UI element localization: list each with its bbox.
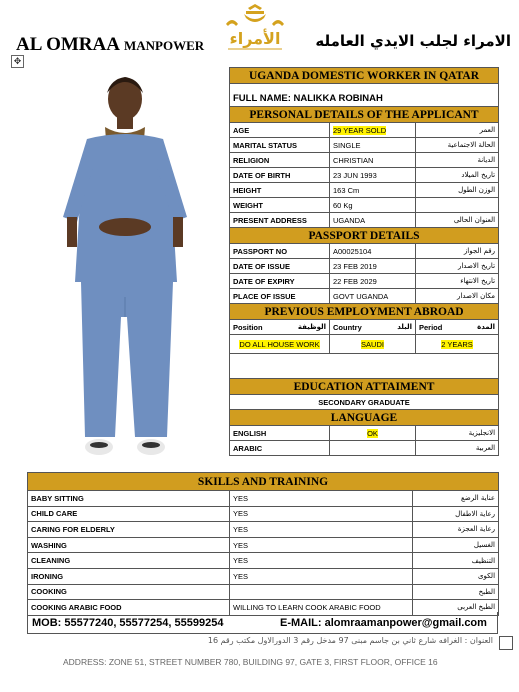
personal-row <box>230 138 499 153</box>
field-label-arabic: رعاية العجزة <box>413 522 499 538</box>
arabic-address: العنوان : الغرافه شارع ثاني بن جاسم مبنى 97 مدخل رقم 3 الدورالاول مكتب رقم 16 <box>207 636 493 645</box>
email-address[interactable]: E-MAIL: alomraamanpower@gmail.com <box>280 617 487 629</box>
company-name-sub: MANPOWER <box>123 38 205 53</box>
field-value: OK <box>330 426 416 441</box>
checkbox[interactable] <box>499 636 513 650</box>
field-value: A00025104 <box>330 244 416 259</box>
personal-row <box>230 183 499 198</box>
field-value: 60 Kg <box>330 198 416 213</box>
field-label: PLACE OF ISSUE <box>230 289 330 304</box>
field-value: YES <box>230 506 413 522</box>
field-label: AGE <box>230 123 330 138</box>
education-value: SECONDARY GRADUATE <box>230 395 499 410</box>
field-label-arabic <box>416 198 499 213</box>
skill-row <box>28 491 499 507</box>
field-label-arabic: العنوان الحالى <box>416 213 499 228</box>
english-address: ADDRESS: ZONE 51, STREET NUMBER 780, BUILDING 97, GATE 3, FIRST FLOOR, OFFICE 16 <box>63 657 438 667</box>
applicant-photo <box>27 67 229 488</box>
field-label-arabic: التنظيف <box>413 553 499 569</box>
field-label-arabic: الوزن الطول <box>416 183 499 198</box>
contact-bar <box>27 612 498 634</box>
svg-text:الأمراء: الأمراء <box>229 29 281 48</box>
field-label: ENGLISH <box>230 426 330 441</box>
full-name: FULL NAME: NALIKKA ROBINAH <box>230 90 499 107</box>
company-logo <box>218 4 292 54</box>
field-value: CHRISTIAN <box>330 153 416 168</box>
field-value: 23 JUN 1993 <box>330 168 416 183</box>
field-label: DATE OF EXPIRY <box>230 274 330 289</box>
mobile-numbers: MOB: 55577240, 55577254, 55599254 <box>32 617 224 629</box>
company-name <box>16 34 204 56</box>
field-label-arabic: عناية الرضع <box>413 491 499 507</box>
skill-row <box>28 506 499 522</box>
field-label-arabic: مكان الاصدار <box>416 289 499 304</box>
field-label: ARABIC <box>230 441 330 456</box>
education-heading: EDUCATION ATTAIMENT <box>230 379 499 395</box>
field-value <box>230 584 413 600</box>
skill-row <box>28 522 499 538</box>
passport-row <box>230 289 499 304</box>
employment-position: DO ALL HOUSE WORK <box>230 335 330 354</box>
employment-period: 2 YEARS <box>416 335 499 354</box>
field-label: COOKING <box>28 584 230 600</box>
field-label: RELIGION <box>230 153 330 168</box>
field-value: YES <box>230 553 413 569</box>
field-label-arabic: الطبخ العربى <box>413 600 499 616</box>
col-period: Period المدة <box>416 320 499 335</box>
passport-row <box>230 259 499 274</box>
personal-row <box>230 198 499 213</box>
skill-row <box>28 553 499 569</box>
field-label: COOKING ARABIC FOOD <box>28 600 230 616</box>
language-row <box>230 426 499 441</box>
passport-details-heading: PASSPORT DETAILS <box>230 228 499 244</box>
field-label: MARITAL STATUS <box>230 138 330 153</box>
field-value: UGANDA <box>330 213 416 228</box>
field-label: HEIGHT <box>230 183 330 198</box>
field-value: 23 FEB 2019 <box>330 259 416 274</box>
field-label-arabic: الكوى <box>413 568 499 584</box>
skill-row <box>28 584 499 600</box>
field-value: SINGLE <box>330 138 416 153</box>
skill-row <box>28 537 499 553</box>
field-label: PRESENT ADDRESS <box>230 213 330 228</box>
company-name-main: AL OMRAA <box>16 34 120 55</box>
field-value: 29 YEAR SOLD <box>330 123 416 138</box>
field-value <box>330 441 416 456</box>
personal-details-heading: PERSONAL DETAILS OF THE APPLICANT <box>230 107 499 123</box>
col-position: Position الوظيفة <box>230 320 330 335</box>
passport-row <box>230 244 499 259</box>
field-label-arabic: الحالة الاجتماعية <box>416 138 499 153</box>
personal-row <box>230 168 499 183</box>
field-label-arabic: تاريخ الاصدار <box>416 259 499 274</box>
field-value: 22 FEB 2029 <box>330 274 416 289</box>
field-label: CARING FOR ELDERLY <box>28 522 230 538</box>
language-heading: LANGUAGE <box>230 410 499 426</box>
field-value: YES <box>230 491 413 507</box>
personal-row <box>230 153 499 168</box>
personal-row <box>230 213 499 228</box>
employment-heading: PREVIOUS EMPLOYMENT ABROAD <box>230 304 499 320</box>
field-label: IRONING <box>28 568 230 584</box>
field-label-arabic: تاريخ الانتهاء <box>416 274 499 289</box>
employment-country: SAUDI <box>330 335 416 354</box>
field-label-arabic: رقم الجواز <box>416 244 499 259</box>
field-value: GOVT UGANDA <box>330 289 416 304</box>
field-label: DATE OF BIRTH <box>230 168 330 183</box>
skills-table <box>27 472 499 616</box>
field-label-arabic: العربية <box>416 441 499 456</box>
field-label-arabic: العمر <box>416 123 499 138</box>
field-value: YES <box>230 522 413 538</box>
employment-empty-row <box>230 354 499 379</box>
field-label-arabic: تاريخ الميلاد <box>416 168 499 183</box>
field-value: 163 Cm <box>330 183 416 198</box>
field-value: YES <box>230 537 413 553</box>
field-label: WASHING <box>28 537 230 553</box>
field-label: BABY SITTING <box>28 491 230 507</box>
field-label-arabic: الديانة <box>416 153 499 168</box>
field-label-arabic: رعاية الاطفال <box>413 506 499 522</box>
passport-row <box>230 274 499 289</box>
form-title: UGANDA DOMESTIC WORKER IN QATAR <box>230 68 499 84</box>
field-label-arabic: الانجليزية <box>416 426 499 441</box>
table-move-handle[interactable]: ✥ <box>11 55 24 68</box>
field-label: PASSPORT NO <box>230 244 330 259</box>
field-label-arabic: الطبخ <box>413 584 499 600</box>
field-label: DATE OF ISSUE <box>230 259 330 274</box>
applicant-details-table <box>229 67 499 456</box>
col-country: Country البلد <box>330 320 416 335</box>
arabic-company-title: الامراء لجلب الايدي العامله <box>315 32 511 50</box>
skill-row <box>28 568 499 584</box>
field-label: WEIGHT <box>230 198 330 213</box>
field-value: YES <box>230 568 413 584</box>
skills-heading: SKILLS AND TRAINING <box>28 473 499 491</box>
field-label: CHILD CARE <box>28 506 230 522</box>
field-label: CLEANING <box>28 553 230 569</box>
field-value: WILLING TO LEARN COOK ARABIC FOOD <box>230 600 413 616</box>
field-label-arabic: الغسيل <box>413 537 499 553</box>
language-row <box>230 441 499 456</box>
personal-row <box>230 123 499 138</box>
